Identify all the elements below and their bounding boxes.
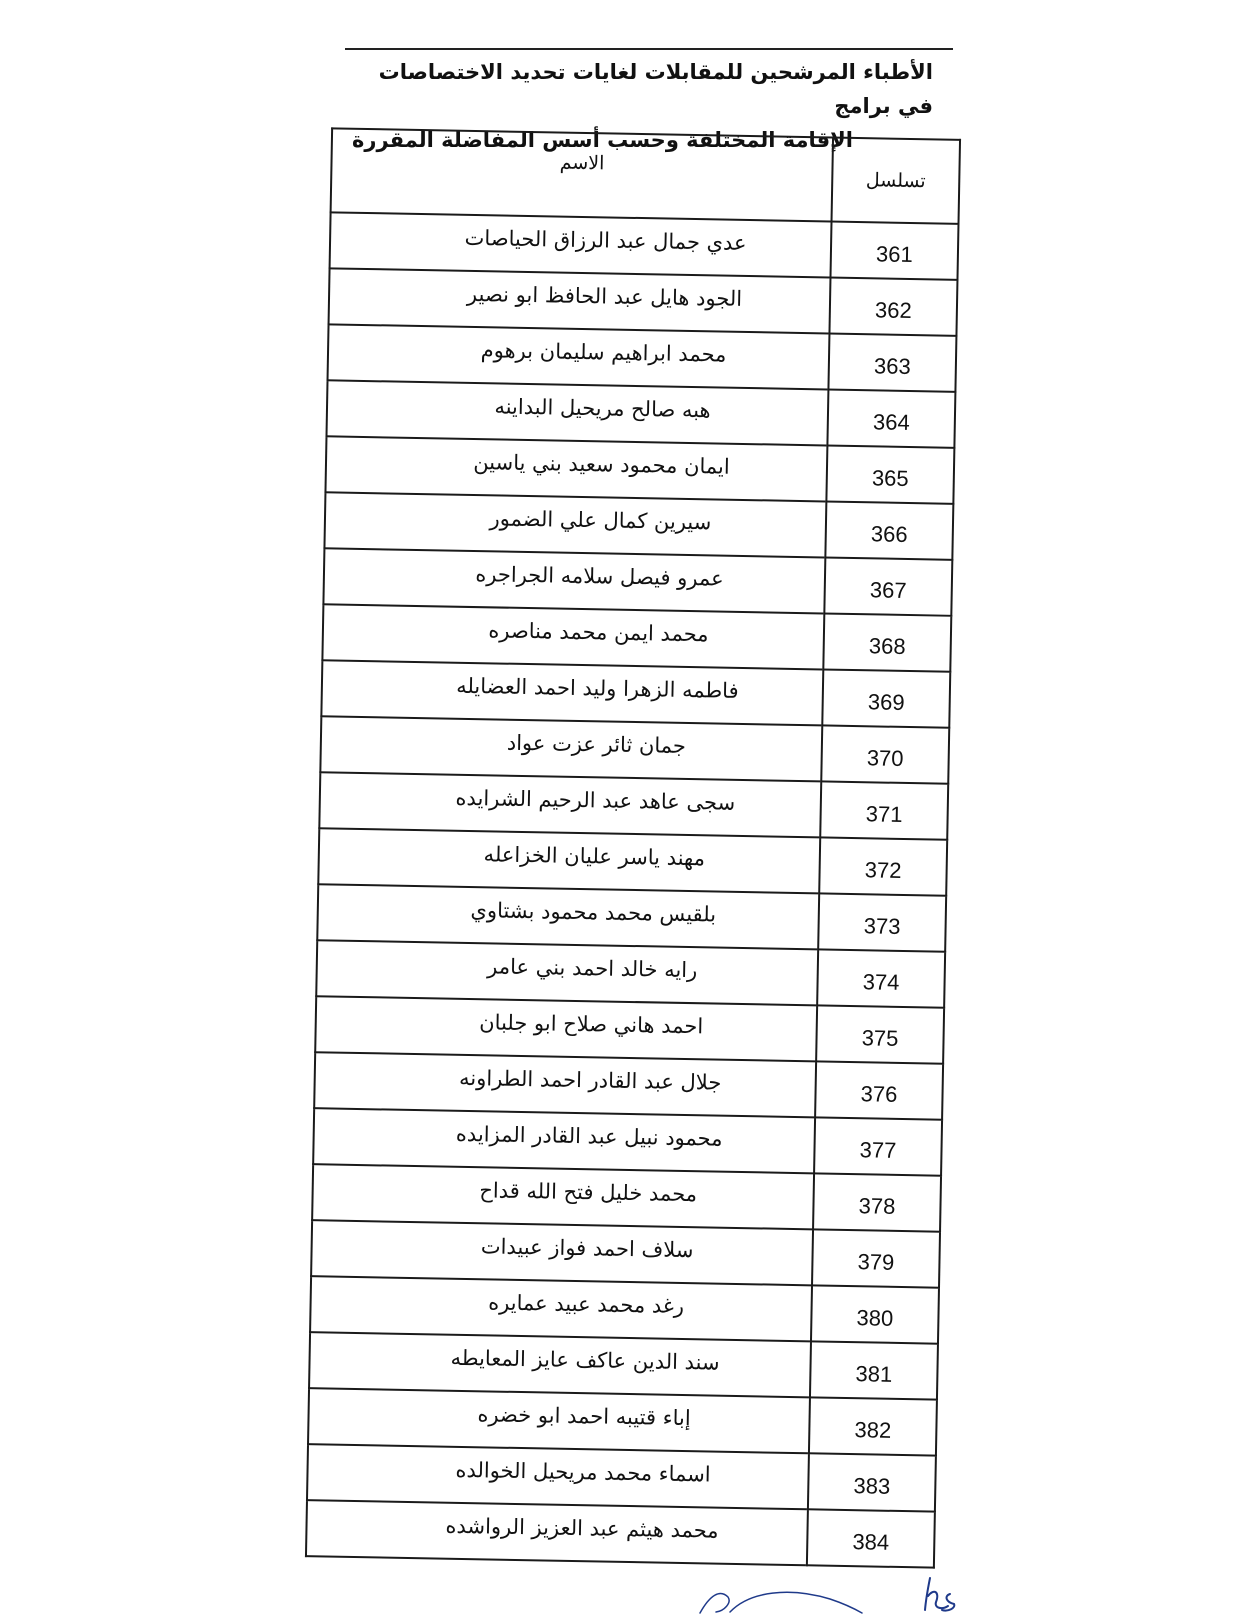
serial-cell: 379 [812,1229,940,1287]
serial-cell: 371 [820,781,948,839]
table-row [306,1500,935,1567]
name-cell: احمد هاني صلاح ابو جلبان [315,996,817,1061]
name-cell: رغد محمد عبيد عمايره [310,1276,812,1341]
serial-cell: 380 [811,1285,939,1343]
serial-cell: 374 [817,949,945,1007]
top-rule [345,48,953,50]
candidates-table-container [305,127,961,1568]
name-cell: مهند ياسر عليان الخزاعله [318,828,820,893]
serial-cell: 362 [829,278,957,336]
name-cell: جمان ثائر عزت عواد [320,716,822,781]
name-cell: هبه صالح مريحيل البداينه [326,380,828,445]
serial-cell: 375 [816,1005,944,1063]
serial-cell: 376 [815,1061,943,1119]
serial-cell: 363 [828,334,956,392]
name-cell: ايمان محمود سعيد بني ياسين [325,436,827,501]
name-cell: إباء قتيبه احمد ابو خضره [308,1388,810,1453]
name-cell: محمود نبيل عبد القادر المزايده [313,1108,815,1173]
serial-cell: 368 [823,613,951,671]
serial-cell: 364 [827,390,955,448]
name-cell: عمرو فيصل سلامه الجراجره [323,548,825,613]
candidates-table [305,127,961,1568]
serial-cell: 382 [809,1397,937,1455]
name-cell: محمد هيثم عبد العزيز الرواشده [306,1500,808,1565]
serial-cell: 383 [808,1453,936,1511]
name-cell: الجود هايل عبد الحافظ ابو نصير [329,268,831,333]
name-cell: سند الدين عاكف عايز المعايطه [309,1332,811,1397]
name-cell: سلاف احمد فواز عبيدات [311,1220,813,1285]
serial-cell: 373 [818,893,946,951]
name-cell: عدي جمال عبد الرزاق الحياصات [330,212,832,277]
name-cell: محمد ايمن محمد مناصره [322,604,824,669]
serial-cell: 369 [822,669,950,727]
serial-cell: 381 [810,1341,938,1399]
title-line-2: الإقامة المختلفة وحسب أسس المفاضلة المقررة [352,128,853,152]
initials-mark [922,1574,958,1614]
serial-cell: 372 [819,837,947,895]
table-body [306,212,959,1567]
serial-cell: 361 [830,222,958,280]
name-cell: اسماء محمد مريحيل الخوالده [307,1444,809,1509]
table-header-row [331,128,960,223]
name-column-header: الاسم [331,128,833,221]
serial-column-header: تسلسل [832,138,961,224]
serial-cell: 377 [814,1117,942,1175]
name-cell: رايه خالد احمد بني عامر [316,940,818,1005]
name-cell: سجى عاهد عبد الرحيم الشرايده [319,772,821,837]
name-cell: جلال عبد القادر احمد الطراونه [314,1052,816,1117]
serial-cell: 378 [813,1173,941,1231]
name-cell: بلقيس محمد محمود بشتاوي [317,884,819,949]
serial-cell: 366 [825,501,953,559]
signature [680,1585,870,1614]
serial-cell: 384 [807,1509,935,1567]
name-cell: سيرين كمال علي الضمور [324,492,826,557]
serial-cell: 367 [824,557,952,615]
name-cell: محمد خليل فتح الله قداح [312,1164,814,1229]
name-cell: فاطمه الزهرا وليد احمد العضايله [321,660,823,725]
serial-cell: 370 [821,725,949,783]
title-line-1: الأطباء المرشحين للمقابلات لغايات تحديد الاختصاصات في برامج [378,60,933,118]
serial-cell: 365 [826,445,954,503]
name-cell: محمد ابراهيم سليمان برهوم [328,324,830,389]
